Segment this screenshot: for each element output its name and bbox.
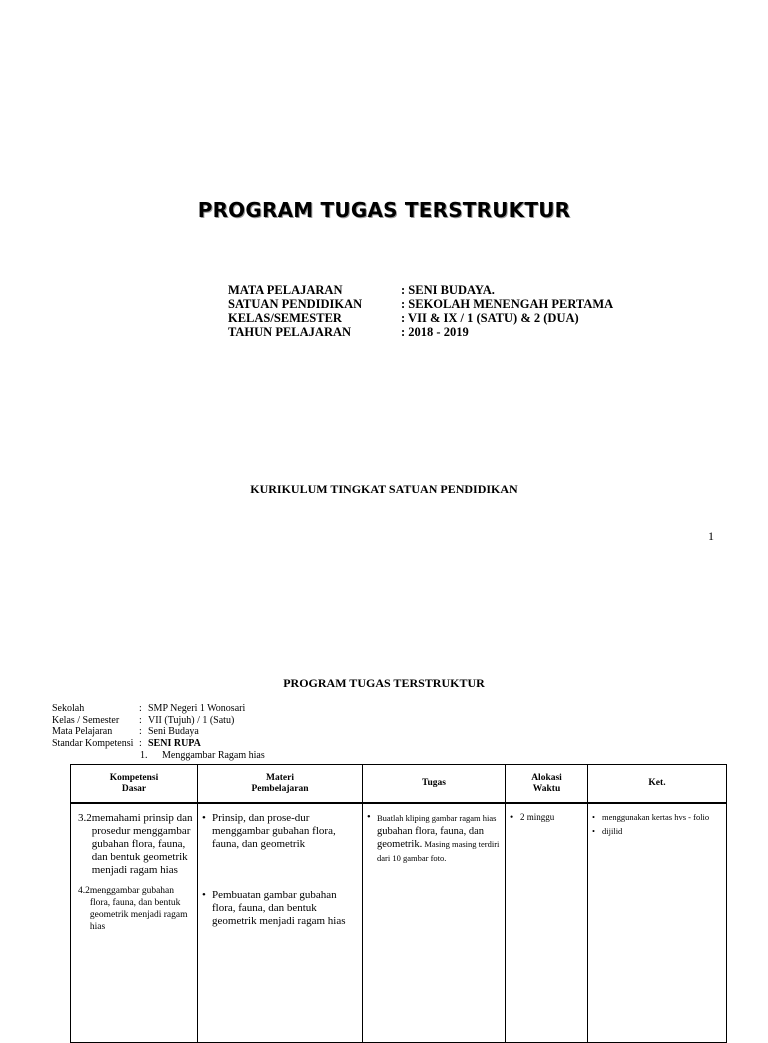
materi-text: Pembuatan gambar gubahan flora, fauna, dan bentuk geometrik menjadi ragam hias: [212, 889, 346, 927]
header-kompetensi-dasar: [71, 765, 198, 804]
meta-row-mata-pelajaran: [52, 726, 245, 738]
kd-text: menggambar gubahan flora, fauna, dan bentuk geometrik menjadi ragam hias: [89, 886, 188, 932]
sub-item-text: Menggambar Ragam hias: [162, 750, 265, 761]
info-row-kelas-semester: [228, 311, 613, 325]
list-item: [202, 812, 359, 851]
bullet-icon: •: [592, 812, 595, 822]
bullet-icon: •: [510, 812, 514, 822]
header-materi-pembelajaran: [198, 765, 363, 804]
alokasi-text: 2 minggu: [520, 812, 555, 822]
header-alokasi-waktu: [506, 765, 588, 804]
meta-row-standar-kompetensi: [52, 738, 245, 750]
info-value: : 2018 - 2019: [401, 325, 469, 339]
meta-colon: :: [139, 726, 142, 738]
curriculum-label: KURIKULUM TINGKAT SATUAN PENDIDIKAN: [250, 482, 518, 496]
kd-number: 4.2: [78, 886, 90, 896]
section-meta: [52, 703, 245, 749]
bullet-icon: •: [202, 812, 206, 824]
cell-alokasi-waktu: [506, 803, 588, 1043]
cell-tugas: [363, 803, 506, 1043]
info-label: TAHUN PELAJARAN: [228, 325, 352, 339]
info-label: SATUAN PENDIDIKAN: [228, 297, 363, 311]
info-row-satuan-pendidikan: [228, 297, 613, 311]
meta-value: SMP Negeri 1 Wonosari: [148, 703, 246, 714]
info-value: : SEKOLAH MENENGAH PERTAMA: [401, 297, 614, 311]
meta-value: VII (Tujuh) / 1 (Satu): [148, 714, 235, 726]
header-line: Kompetensi: [109, 772, 159, 783]
meta-label: Kelas / Semester: [52, 714, 120, 726]
info-row-mata-pelajaran: [228, 283, 613, 297]
header-line: Waktu: [532, 783, 561, 794]
info-row-tahun-pelajaran: [228, 325, 613, 339]
info-label: KELAS/SEMESTER: [228, 311, 342, 325]
info-value: : VII & IX / 1 (SATU) & 2 (DUA): [401, 311, 579, 325]
tugas-text-part: Masing masing terdiri dari 10 gambar foto.: [377, 839, 500, 863]
info-label: MATA PELAJARAN: [228, 283, 343, 297]
meta-colon: :: [139, 737, 142, 749]
info-value: : SENI BUDAYA.: [401, 283, 495, 297]
header-ket: Ket.: [588, 765, 727, 804]
header-line: Pembelajaran: [251, 783, 309, 794]
page-number: 1: [708, 529, 714, 543]
meta-value: Seni Budaya: [148, 726, 199, 738]
ket-text: menggunakan kertas hvs - folio: [602, 812, 710, 822]
meta-colon: :: [139, 703, 142, 714]
bullet-icon: •: [367, 812, 371, 823]
meta-value: SENI RUPA: [148, 737, 201, 749]
kd-item: [75, 885, 194, 933]
header-line: Dasar: [121, 783, 147, 794]
header-line: Materi: [266, 772, 294, 783]
section-title: PROGRAM TUGAS TERSTRUKTUR: [283, 676, 485, 690]
meta-row-kelas-semester: [52, 715, 245, 727]
cell-kompetensi-dasar: [71, 803, 198, 1043]
tugas-text-part: Buatlah kliping gambar ragam hias: [377, 813, 497, 823]
table-row: [71, 803, 727, 1043]
competency-sub-item: [140, 750, 265, 762]
meta-label: Sekolah: [52, 703, 85, 714]
table-header-row: [71, 765, 727, 804]
bullet-icon: •: [202, 889, 206, 901]
sub-item-number: 1.: [140, 750, 148, 761]
bullet-icon: •: [592, 826, 595, 836]
header-tugas: Tugas: [363, 765, 506, 804]
ket-text: dijilid: [602, 826, 623, 836]
list-item: [202, 889, 359, 928]
list-item: [367, 812, 502, 865]
tugas-text: [377, 812, 502, 865]
materi-text: Prinsip, dan prose-dur menggambar gubahan flora, fauna, dan geometrik: [212, 812, 336, 850]
meta-label: Standar Kompetensi: [52, 737, 134, 749]
kd-text: memahami prinsip dan prosedur menggambar gubahan flora, fauna, dan bentuk geometrik menjadi ragam hias: [91, 812, 193, 876]
cell-ket: [588, 803, 727, 1043]
document-info: [228, 283, 613, 339]
assignment-table: [70, 764, 727, 1043]
kd-item: [75, 812, 194, 877]
meta-row-sekolah: [52, 703, 245, 715]
list-item: [592, 812, 723, 823]
list-item: [510, 812, 584, 823]
kd-number: 3.2: [78, 812, 92, 824]
tugas-text-part: gubahan flora, fauna, dan geometrik.: [377, 825, 484, 850]
list-item: [592, 826, 723, 837]
meta-label: Mata Pelajaran: [52, 726, 113, 738]
meta-colon: :: [139, 714, 142, 726]
header-line: Alokasi: [531, 772, 562, 783]
document-title: PROGRAM TUGAS TERSTRUKTUR: [197, 198, 571, 222]
cell-materi-pembelajaran: [198, 803, 363, 1043]
